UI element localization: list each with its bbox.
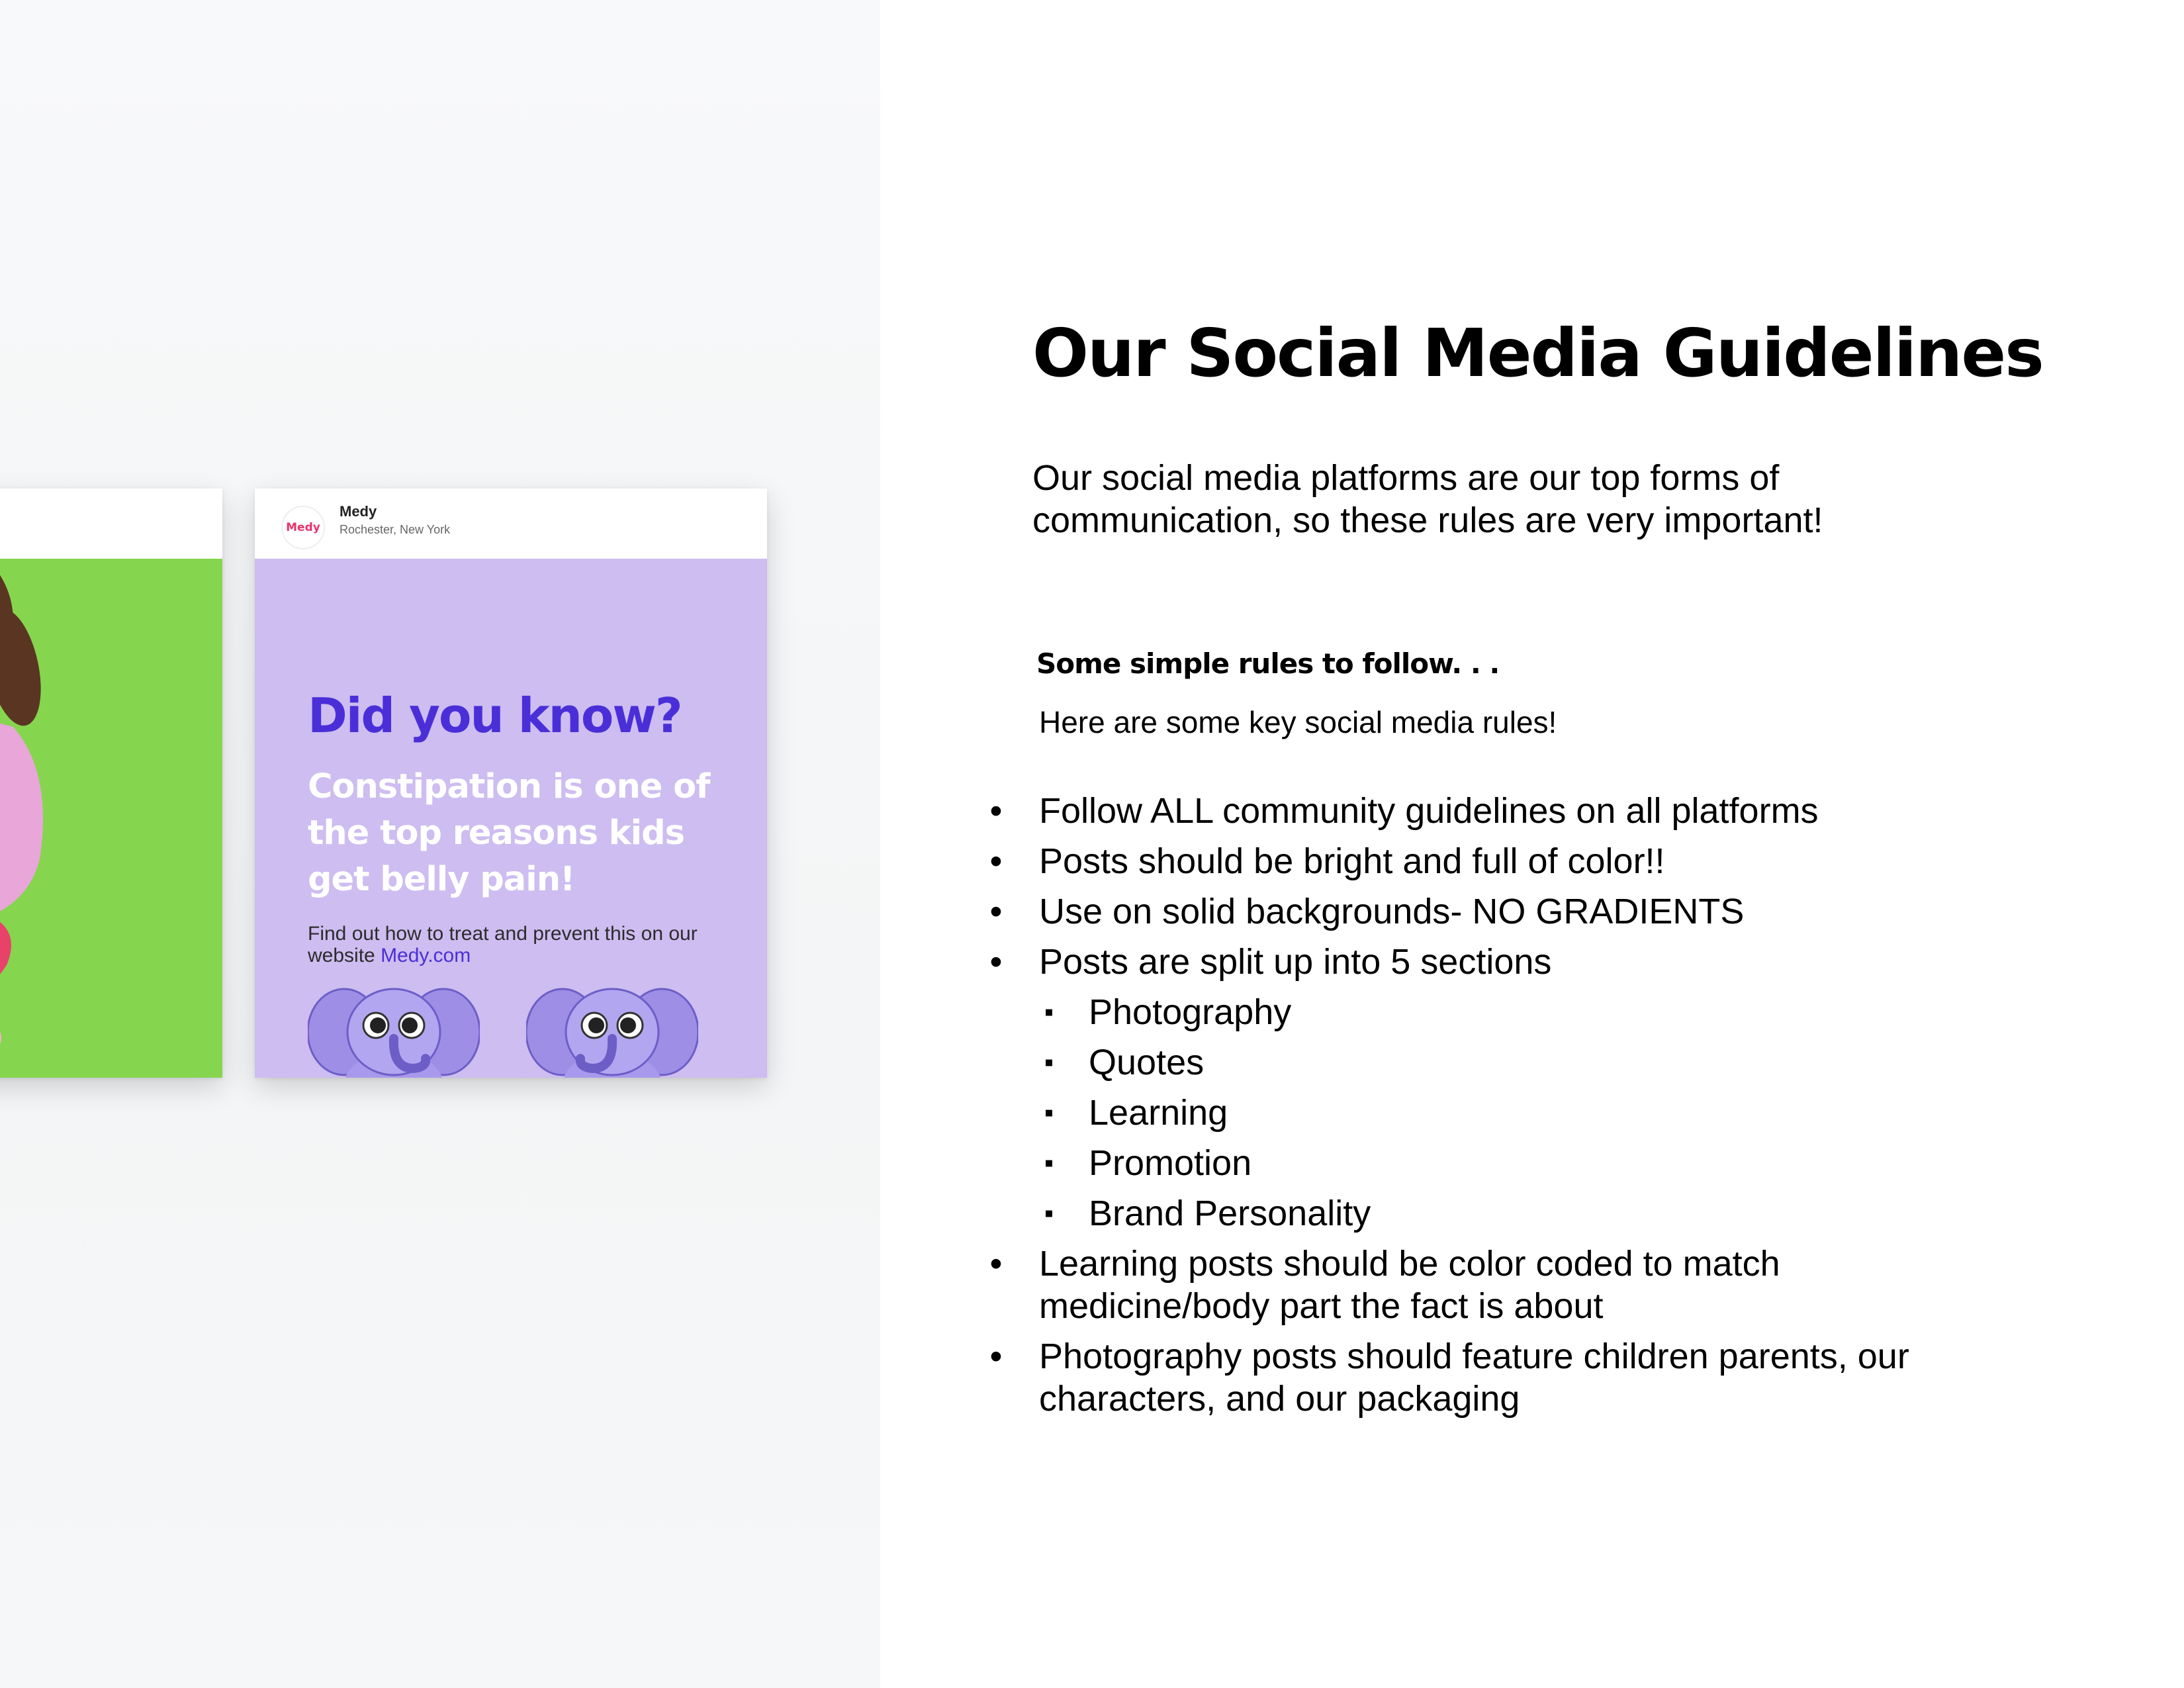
- post-fact: Constipation is one of the top reasons kids get belly pain!: [308, 767, 710, 899]
- post-cta: [308, 923, 731, 966]
- rule-text: Photography posts should feature children parents, our characters, and our packaging: [1039, 1336, 1909, 1419]
- avatar-logo-text: Medy: [286, 521, 320, 534]
- elephant-character-icon: [526, 969, 698, 1078]
- rule-item: [986, 941, 1946, 983]
- sub-bullet: ▪: [1044, 1048, 1054, 1077]
- mockup-panel: [0, 0, 880, 1688]
- post-header: [255, 489, 767, 559]
- page-title: Our Social Media Guidelines: [1032, 314, 2043, 392]
- section-item: [986, 1192, 1946, 1235]
- bullet: •: [989, 1244, 1003, 1284]
- rule-item: [986, 890, 1946, 933]
- girl-photo: [0, 489, 222, 1078]
- post-cta-text: Find out how to treat and prevent this on our website: [308, 923, 698, 966]
- learning-post-background: [255, 559, 767, 1078]
- post-headline: Did you know?: [308, 688, 682, 743]
- post-link: Medy.com: [381, 945, 471, 966]
- learning-post-card: [255, 489, 767, 1078]
- rule-item: [986, 790, 1946, 832]
- intro-paragraph: Our social media platforms are our top forms of communication, so these rules are very important!: [1032, 458, 1823, 540]
- bullet: •: [989, 841, 1003, 881]
- section-text: Learning: [1089, 1093, 1228, 1133]
- rule-item: [986, 840, 1946, 882]
- section-text: Quotes: [1089, 1043, 1205, 1082]
- rule-text: Posts should be bright and full of color!!: [1039, 841, 1665, 881]
- medy-logo-avatar: [281, 506, 325, 549]
- rule-text: Posts are split up into 5 sections: [1039, 942, 1552, 982]
- sub-bullet: ▪: [1044, 998, 1054, 1027]
- bullet: •: [989, 1336, 1003, 1376]
- sub-bullet: ▪: [1044, 1098, 1054, 1127]
- section-item: [986, 1092, 1946, 1134]
- section-text: Photography: [1089, 992, 1292, 1032]
- section-item: [986, 1041, 1946, 1084]
- section-text: Promotion: [1089, 1143, 1252, 1183]
- sub-bullet: ▪: [1044, 1149, 1054, 1178]
- section-item: [986, 1142, 1946, 1184]
- rules-subheading: Some simple rules to follow. . .: [1036, 647, 1500, 680]
- rule-item: [986, 1335, 1946, 1420]
- bullet: •: [989, 942, 1003, 982]
- section-text: Brand Personality: [1089, 1194, 1371, 1233]
- elephant-character-icon: [308, 969, 480, 1078]
- rule-text: Follow ALL community guidelines on all platforms: [1039, 791, 1819, 831]
- sub-bullet: ▪: [1044, 1199, 1054, 1228]
- account-name: Medy: [340, 503, 377, 520]
- bullet: •: [989, 892, 1003, 931]
- section-item: [986, 991, 1946, 1033]
- bullet: •: [989, 791, 1003, 831]
- rule-text: Use on solid backgrounds- NO GRADIENTS: [1039, 892, 1745, 931]
- rule-text: Learning posts should be color coded to match medicine/body part the fact is about: [1039, 1244, 1780, 1326]
- photo-post-card: [0, 489, 222, 1078]
- rule-item: [986, 1243, 1946, 1327]
- rules-list: [986, 790, 1946, 1428]
- account-location: Rochester, New York: [340, 523, 451, 536]
- key-rules-intro: Here are some key social media rules!: [1039, 705, 1557, 739]
